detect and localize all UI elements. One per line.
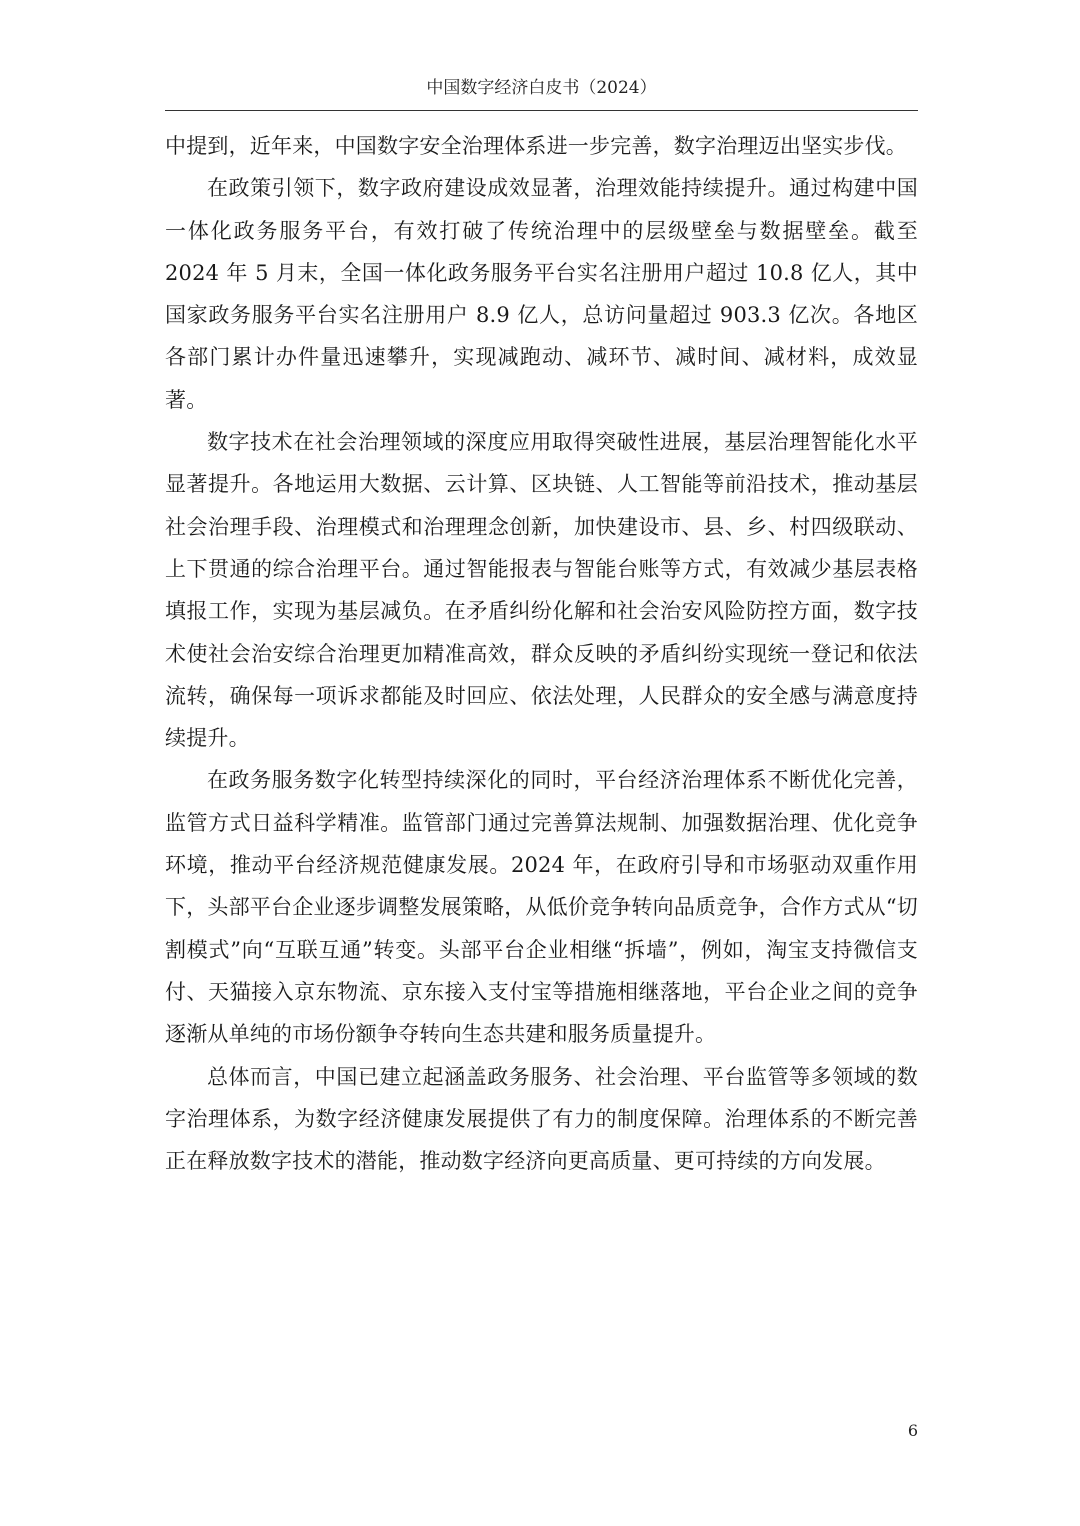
paragraph-continuation: 中提到，近年来，中国数字安全治理体系进一步完善，数字治理迈出坚实步伐。 — [165, 134, 907, 158]
paragraph-summary: 总体而言，中国已建立起涵盖政务服务、社会治理、平台监管等多领域的数字治理体系，为数字经济健康发展提供了有力的制度保障。治理体系的不断完善正在释放数字技术的潜能，推动数字经济向更高质量、更可持续的方向发展。 — [165, 1064, 918, 1174]
paragraph-social-governance: 数字技术在社会治理领域的深度应用取得突破性进展，基层治理智能化水平显著提升。各地运用大数据、云计算、区块链、人工智能等前沿技术，推动基层社会治理手段、治理模式和治理理念创新，加快建设市、县、乡、村四级联动、上下贯通的综合治理平台。通过智能报表与智能台账等方式，有效减少基层表格填报工作，实现为基层减负。在矛盾纠纷化解和社会治安风险防控方面，数字技术使社会治安综合治理更加精准高效，群众反映的矛盾纠纷实现统一登记和依法流转，确保每一项诉求都能及时回应、依法处理，人民群众的安全感与满意度持续提升。 — [165, 430, 918, 751]
document-body — [165, 125, 918, 1182]
paragraph-digital-government: 在政策引领下，数字政府建设成效显著，治理效能持续提升。通过构建中国一体化政务服务平台，有效打破了传统治理中的层级壁垒与数据壁垒。截至 2024 年 5 月末，全国一体化政务服务平台实名注册用户超过 10.8 亿人，其中国家政务服务平台实名注册用户 8.9 亿人，总访问量超过 903.3 亿次。各地区各部门累计办件量迅速攀升，实现减跑动、减环节、减时间、减材料，成效显著。 — [165, 176, 918, 412]
paragraph-platform-economy: 在政务服务数字化转型持续深化的同时，平台经济治理体系不断优化完善，监管方式日益科学精准。监管部门通过完善算法规制、加强数据治理、优化竞争环境，推动平台经济规范健康发展。2024 年，在政府引导和市场驱动双重作用下，头部平台企业逐步调整发展策略，从低价竞争转向品质竞争，合作方式从“切割模式”向“互联互通”转变。头部平台企业相继“拆墙”，例如，淘宝支持微信支付、天猫接入京东物流、京东接入支付宝等措施相继落地，平台企业之间的竞争逐渐从单纯的市场份额争夺转向生态共建和服务质量提升。 — [165, 768, 918, 1047]
running-header: 中国数字经济白皮书（2024） — [426, 78, 657, 98]
page-number: 6 — [907, 1421, 918, 1440]
header-divider — [165, 110, 918, 111]
